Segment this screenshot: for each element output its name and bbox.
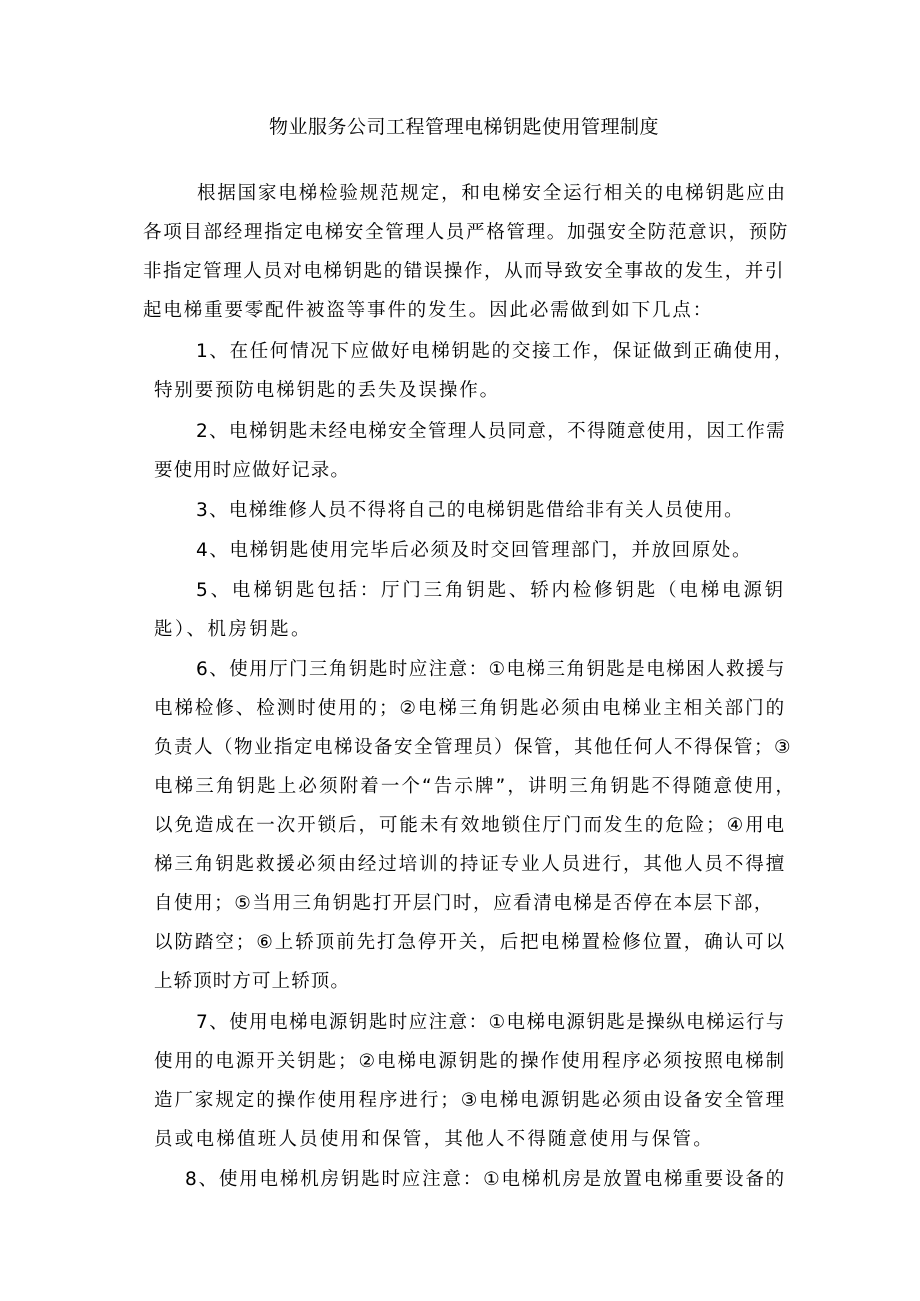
list-item-2-line: 要使用时应做好记录。 [154,460,351,481]
list-item-7-line: 7、使用电梯电源钥匙时应注意：①电梯电源钥匙是操纵电梯运行与 [196,1012,786,1033]
list-item-7-line: 员或电梯值班人员使用和保管，其他人不得随意使用与保管。 [154,1129,714,1150]
paragraph-line: 非指定管理人员对电梯钥匙的错误操作，从而导致安全事故的发生，并引 [143,261,785,282]
list-item-1-line: 特别要预防电梯钥匙的丢失及误操作。 [154,380,500,401]
list-item-6-line: 电梯检修、检测时使用的；②电梯三角钥匙必须由电梯业主相关部门的 [154,698,787,719]
list-item-1-line: 1、在任何情况下应做好电梯钥匙的交接工作，保证做到正确使用， [196,341,795,362]
list-item-6-line: 以免造成在一次开锁后，可能未有效地锁住厅门而发生的危险；④用电 [154,815,787,836]
list-item-5-line: 5、电梯钥匙包括：厅门三角钥匙、轿内检修钥匙（电梯电源钥 [196,580,786,601]
list-item-6-line: 电梯三角钥匙上必须附着一个“告示牌”，讲明三角钥匙不得随意使用， [154,776,797,797]
list-item-7-line: 造厂家规定的操作使用程序进行；③电梯电源钥匙必须由设备安全管理 [154,1090,787,1111]
list-item-8-line: 8、使用电梯机房钥匙时应注意：①电梯机房是放置电梯重要设备的 [185,1169,786,1190]
list-item-5-line: 匙）、机房钥匙。 [154,619,312,640]
list-item-6-line: 自使用；⑤当用三角钥匙打开层门时，应看清电梯是否停在本层下部， [154,893,774,914]
list-item-4-line: 4、电梯钥匙使用完毕后必须及时交回管理部门，并放回原处。 [196,540,753,561]
paragraph-line: 起电梯重要零配件被盗等事件的发生。因此必需做到如下几点： [143,300,714,321]
list-item-6-line: 梯三角钥匙救援必须由经过培训的持证专业人员进行，其他人员不得擅 [154,854,787,875]
paragraph-line: 根据国家电梯检验规范规定，和电梯安全运行相关的电梯钥匙应由 [197,183,787,204]
list-item-7-line: 使用的电源开关钥匙；②电梯电源钥匙的操作使用程序必须按照电梯制 [154,1051,787,1072]
list-item-6-line: 上轿顶时方可上轿顶。 [154,971,351,992]
list-item-6-line: 负责人（物业指定电梯设备安全管理员）保管，其他任何人不得保管；③ [154,737,793,758]
paragraph-line: 各项目部经理指定电梯安全管理人员严格管理。加强安全防范意识，预防 [143,222,790,243]
list-item-2-line: 2、电梯钥匙未经电梯安全管理人员同意，不得随意使用，因工作需 [196,421,786,442]
document-title: 物业服务公司工程管理电梯钥匙使用管理制度 [268,116,659,138]
list-item-3-line: 3、电梯维修人员不得将自己的电梯钥匙借给非有关人员使用。 [196,500,744,521]
list-item-6-line: 以防踏空；⑥上轿顶前先打急停开关，后把电梯置检修位置，确认可以 [154,932,787,953]
list-item-6-line: 6、使用厅门三角钥匙时应注意：①电梯三角钥匙是电梯困人救援与 [196,659,786,680]
